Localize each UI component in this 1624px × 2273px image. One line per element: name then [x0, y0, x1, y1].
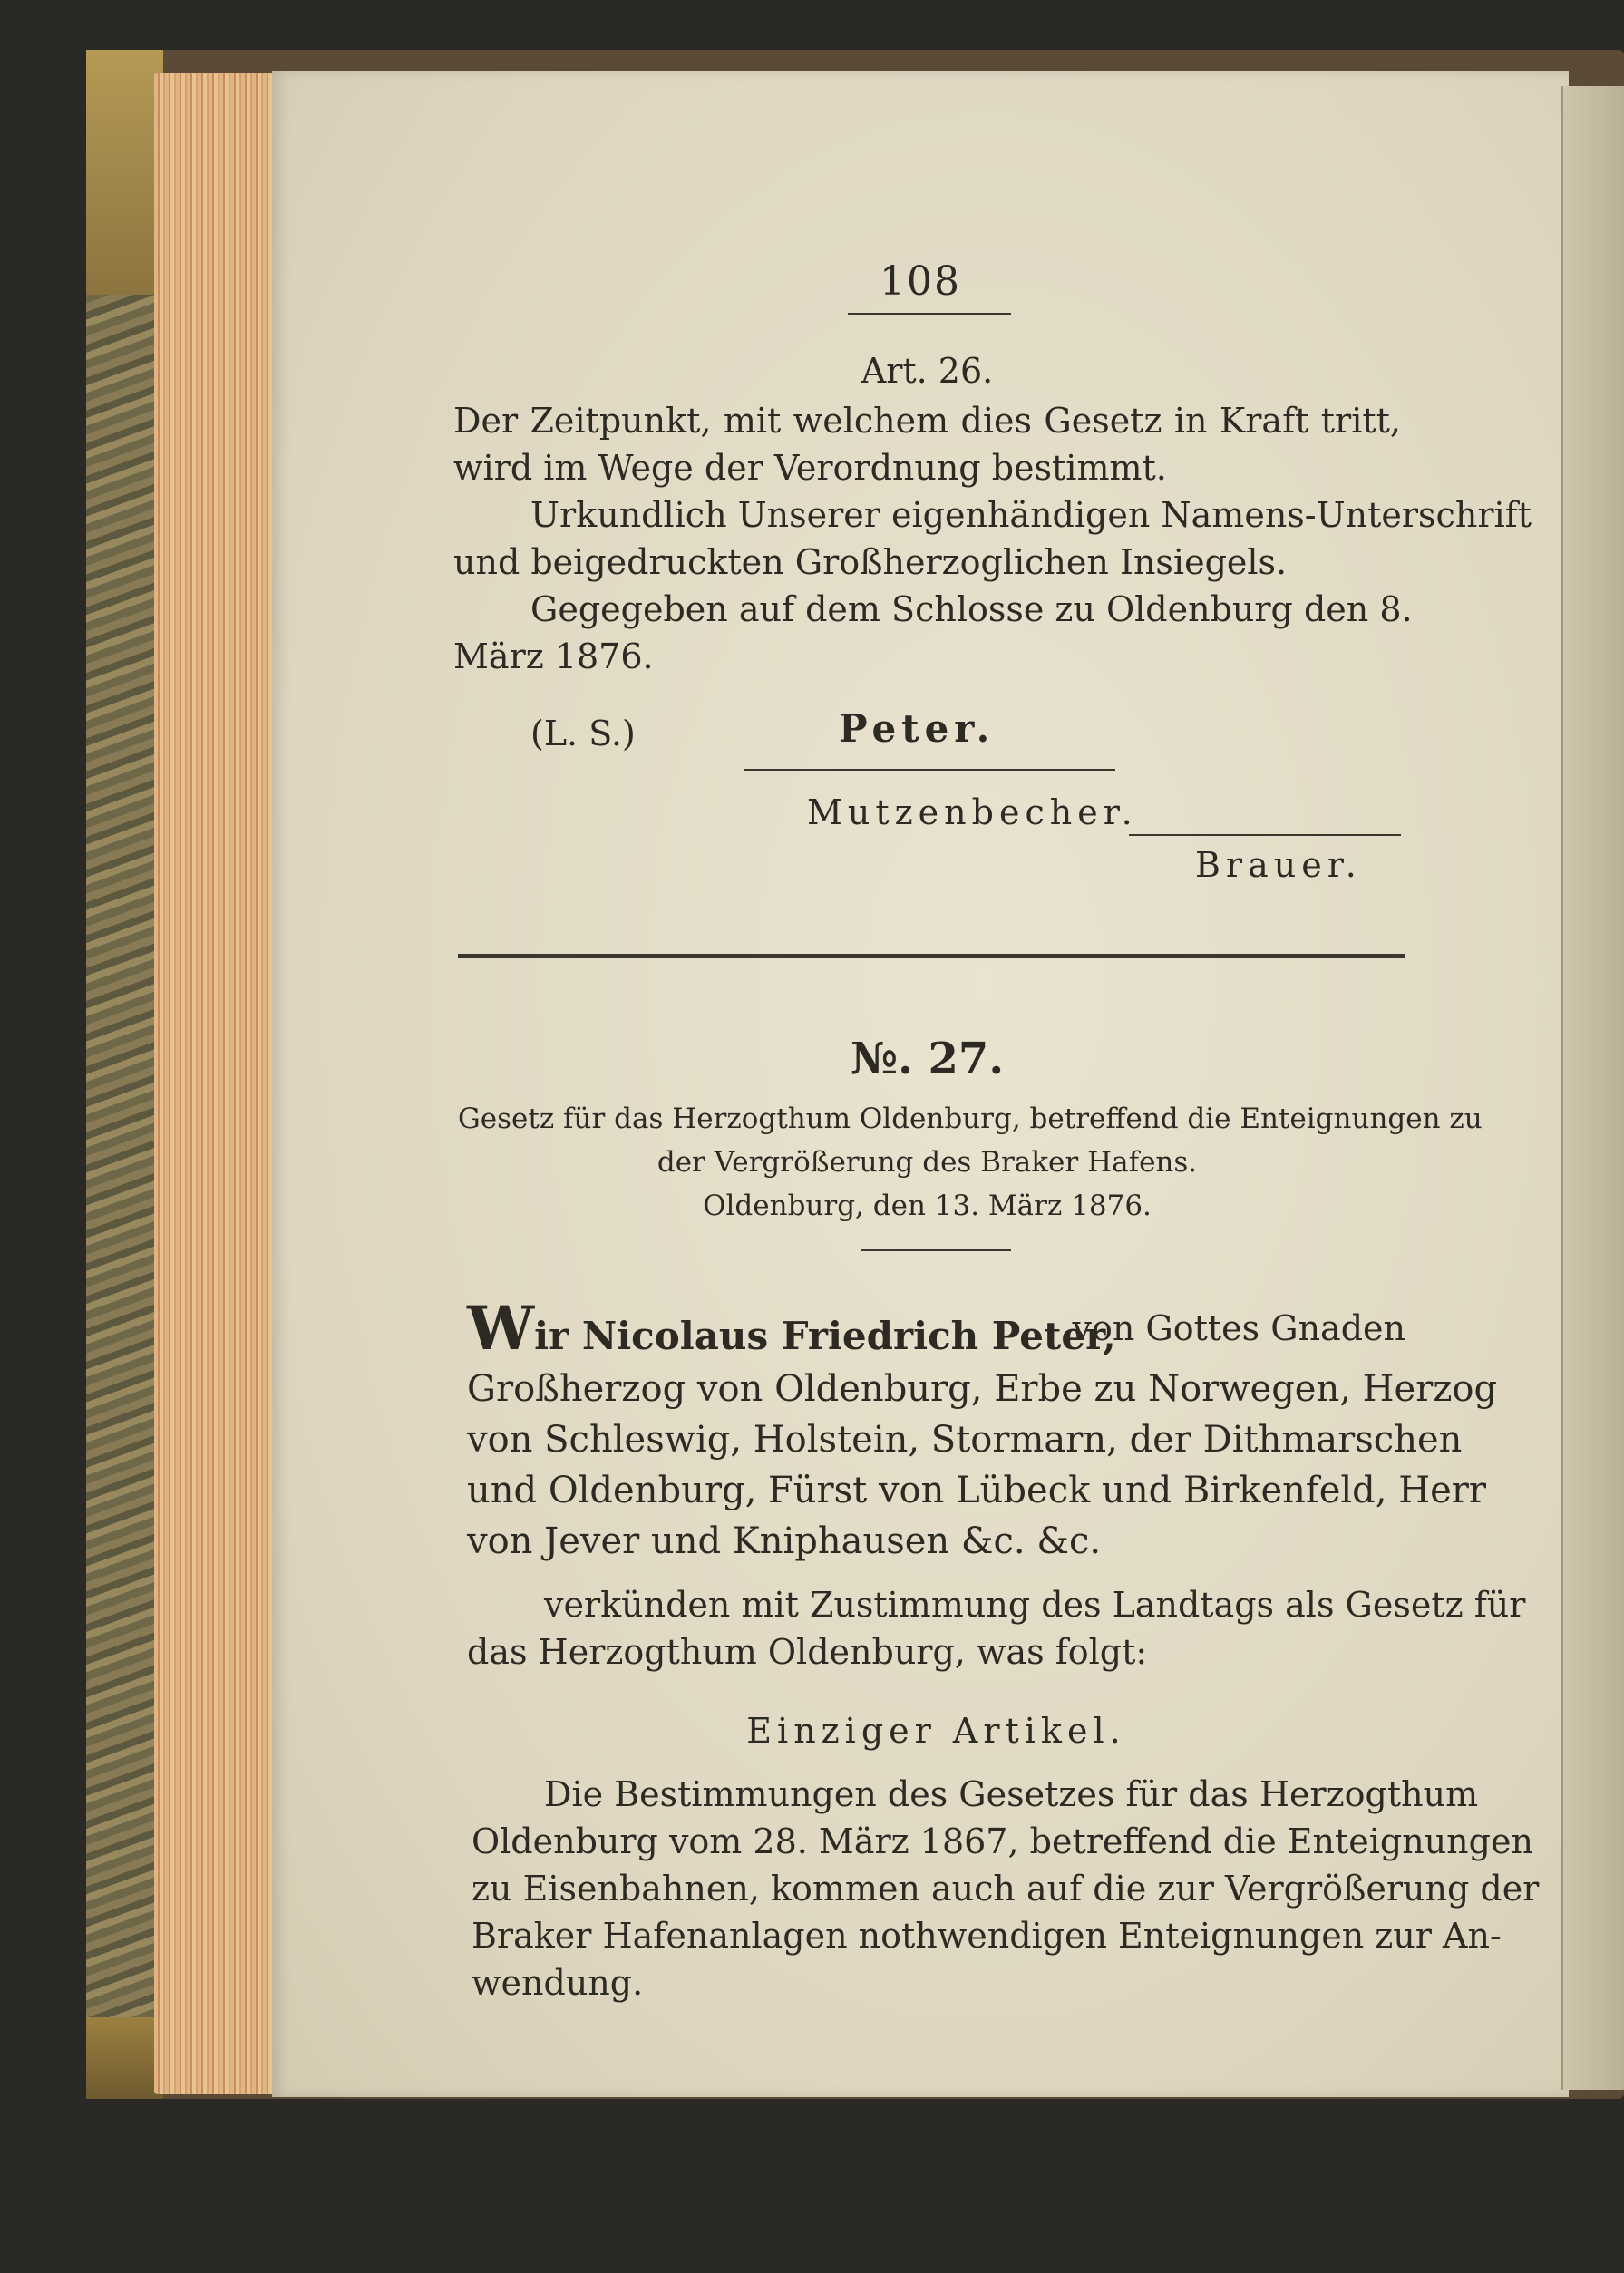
article-line: wird im Wege der Verordnung bestimmt.: [453, 448, 1167, 488]
law-title-line: der Vergrößerung des Braker Hafens.: [656, 1146, 1198, 1179]
article-body-line: Oldenburg vom 28. März 1867, betreffend die Enteignungen: [472, 1821, 1533, 1861]
article-body-line: Braker Hafenanlagen nothwendigen Enteignungen zur An-: [472, 1916, 1502, 1956]
page-number-rule: [848, 313, 1011, 315]
page-edges: [154, 73, 277, 2094]
law-date: Oldenburg, den 13. März 1876.: [703, 1190, 1152, 1222]
section-divider: [458, 954, 1405, 958]
article-line: und beigedruckten Großherzoglichen Insiegels.: [453, 542, 1288, 582]
signature-rule: [1129, 834, 1401, 836]
preamble-line: und Oldenburg, Fürst von Lübeck und Birkenfeld, Herr: [467, 1470, 1486, 1511]
preamble-first-line: [467, 1293, 1405, 1369]
article-body-line: Die Bestimmungen des Gesetzes für das Herzogthum: [544, 1774, 1479, 1814]
preamble-line: von Jever und Kniphausen &c. &c.: [467, 1520, 1102, 1562]
single-article-heading: Einziger Artikel.: [746, 1711, 1126, 1751]
article-line: März 1876.: [453, 636, 654, 676]
marbled-spine: [86, 295, 163, 2017]
proclamation-line: verkünden mit Zustimmung des Landtags als Gesetz für: [544, 1585, 1526, 1625]
law-title-line: Gesetz für das Herzogthum Oldenburg, betreffend die Enteignungen zu: [458, 1103, 1483, 1135]
next-page-edge: [1561, 86, 1624, 2090]
spine-bottom: [86, 2017, 163, 2099]
page-number: 108: [880, 258, 961, 305]
article-body-line: wendung.: [472, 1963, 644, 2003]
signature-rule: [744, 769, 1115, 771]
article-line: Gegegeben auf dem Schlosse zu Oldenburg den 8.: [530, 589, 1413, 629]
seal-mark: (L. S.): [530, 714, 636, 753]
article-heading: Art. 26.: [861, 351, 994, 391]
spine-top: [86, 50, 163, 295]
article-body-line: zu Eisenbahnen, kommen auch auf die zur Vergrößerung der: [472, 1869, 1540, 1909]
article-line: Der Zeitpunkt, mit welchem dies Gesetz in Kraft tritt,: [453, 401, 1401, 441]
article-line: Urkundlich Unserer eigenhändigen Namens-Unterschrift: [530, 495, 1532, 535]
minister-signature: Mutzenbecher.: [807, 792, 1138, 832]
proclamation-line: das Herzogthum Oldenburg, was folgt:: [467, 1632, 1148, 1672]
minister-signature: Brauer.: [1195, 845, 1362, 885]
sovereign-name: ir Nicolaus Friedrich Peter,: [534, 1314, 1116, 1358]
law-number: №. 27.: [850, 1034, 1005, 1084]
preamble-line: von Schleswig, Holstein, Stormarn, der Dithmarschen: [467, 1419, 1463, 1461]
drop-initial: W: [467, 1293, 535, 1364]
title-rule: [861, 1249, 1011, 1251]
sovereign-signature: Peter.: [839, 706, 996, 751]
preamble-line: von Gottes Gnaden: [1072, 1308, 1405, 1348]
preamble-line: Großherzog von Oldenburg, Erbe zu Norwegen, Herzog: [467, 1368, 1498, 1410]
